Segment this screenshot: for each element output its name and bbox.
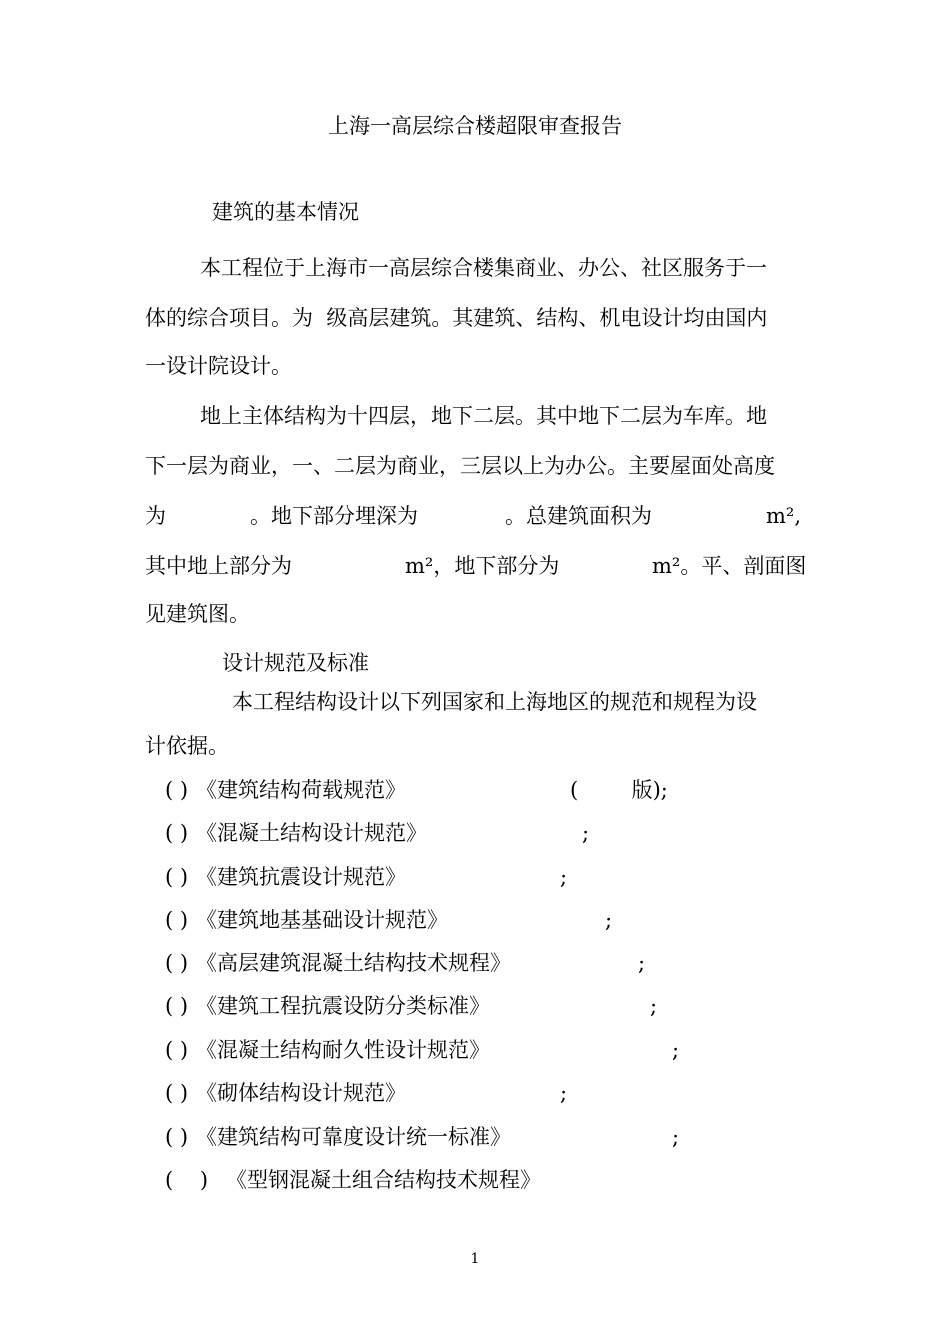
paragraph-fragment: 为 xyxy=(145,504,166,528)
reference-item xyxy=(0,1083,950,1113)
reference-number: ( ) xyxy=(165,994,189,1018)
reference-suffix: ; xyxy=(638,951,646,975)
paragraph-fragment: 。总建筑面积为 xyxy=(505,504,652,528)
reference-number: ( ) xyxy=(165,908,189,932)
reference-item xyxy=(0,867,950,897)
paragraph-fragment: m²。平、剖面图 xyxy=(652,554,807,578)
paragraph-line: 本工程位于上海市一高层综合楼集商业、办公、社区服务于一 xyxy=(200,256,767,280)
reference-title: 《混凝土结构设计规范》 xyxy=(196,821,427,845)
reference-suffix: ( 版); xyxy=(570,778,668,802)
paragraph-line: 一设计院设计。 xyxy=(145,354,292,378)
reference-title: 《混凝土结构耐久性设计规范》 xyxy=(196,1038,490,1062)
reference-title: 《型钢混凝土组合结构技术规程》 xyxy=(226,1168,541,1192)
reference-item xyxy=(0,910,950,940)
reference-title: 《砌体结构设计规范》 xyxy=(196,1081,406,1105)
document-title: 上海一高层综合楼超限审查报告 xyxy=(328,114,622,138)
reference-item xyxy=(0,1170,950,1200)
paragraph-fragment: m², xyxy=(766,504,802,528)
paragraph-line: 计依据。 xyxy=(145,734,229,758)
paragraph-fragment: m²，地下部分为 xyxy=(405,554,560,578)
page-number: 1 xyxy=(470,1251,480,1267)
reference-item xyxy=(0,953,950,983)
reference-number: ( ) xyxy=(165,1125,189,1149)
reference-number: ( ) xyxy=(165,951,189,975)
paragraph-line: 本工程结构设计以下列国家和上海地区的规范和规程为设 xyxy=(232,690,757,714)
reference-item xyxy=(0,823,950,853)
reference-item xyxy=(0,996,950,1026)
paragraph-line: 见建筑图。 xyxy=(145,602,250,626)
reference-suffix: ; xyxy=(672,1125,680,1149)
reference-number: ( ) xyxy=(165,1038,189,1062)
reference-title: 《建筑结构荷载规范》 xyxy=(196,778,406,802)
reference-number: ( ) xyxy=(165,821,189,845)
paragraph-line: 地上主体结构为十四层，地下二层。其中地下二层为车库。地 xyxy=(200,404,767,428)
paragraph-fragment: 。地下部分埋深为 xyxy=(250,504,418,528)
reference-title: 《建筑结构可靠度设计统一标准》 xyxy=(196,1125,511,1149)
reference-number: ( ) xyxy=(165,865,189,889)
reference-number: ( ) xyxy=(165,1081,189,1105)
paragraph-fragment: 其中地上部分为 xyxy=(145,554,292,578)
reference-suffix: ; xyxy=(582,821,590,845)
reference-suffix: ; xyxy=(650,994,658,1018)
reference-item xyxy=(0,1040,950,1070)
reference-suffix: ; xyxy=(605,908,613,932)
reference-suffix: ; xyxy=(560,1081,568,1105)
reference-title: 《建筑抗震设计规范》 xyxy=(196,865,406,889)
reference-number: ( ) xyxy=(165,1168,209,1192)
paragraph-line: 下一层为商业，一、二层为商业，三层以上为办公。主要屋面处高度 xyxy=(145,454,775,478)
reference-title: 《建筑工程抗震设防分类标准》 xyxy=(196,994,490,1018)
paragraph-line: 体的综合项目。为 级高层建筑。其建筑、结构、机电设计均由国内 xyxy=(145,306,768,330)
reference-suffix: ; xyxy=(672,1038,680,1062)
reference-item xyxy=(0,1127,950,1157)
reference-title: 《高层建筑混凝土结构技术规程》 xyxy=(196,951,511,975)
section-heading-design-codes: 设计规范及标准 xyxy=(222,651,369,675)
reference-suffix: ; xyxy=(560,865,568,889)
section-heading-building-overview: 建筑的基本情况 xyxy=(212,200,359,224)
reference-item xyxy=(0,780,950,810)
reference-title: 《建筑地基基础设计规范》 xyxy=(196,908,448,932)
reference-number: ( ) xyxy=(165,778,189,802)
